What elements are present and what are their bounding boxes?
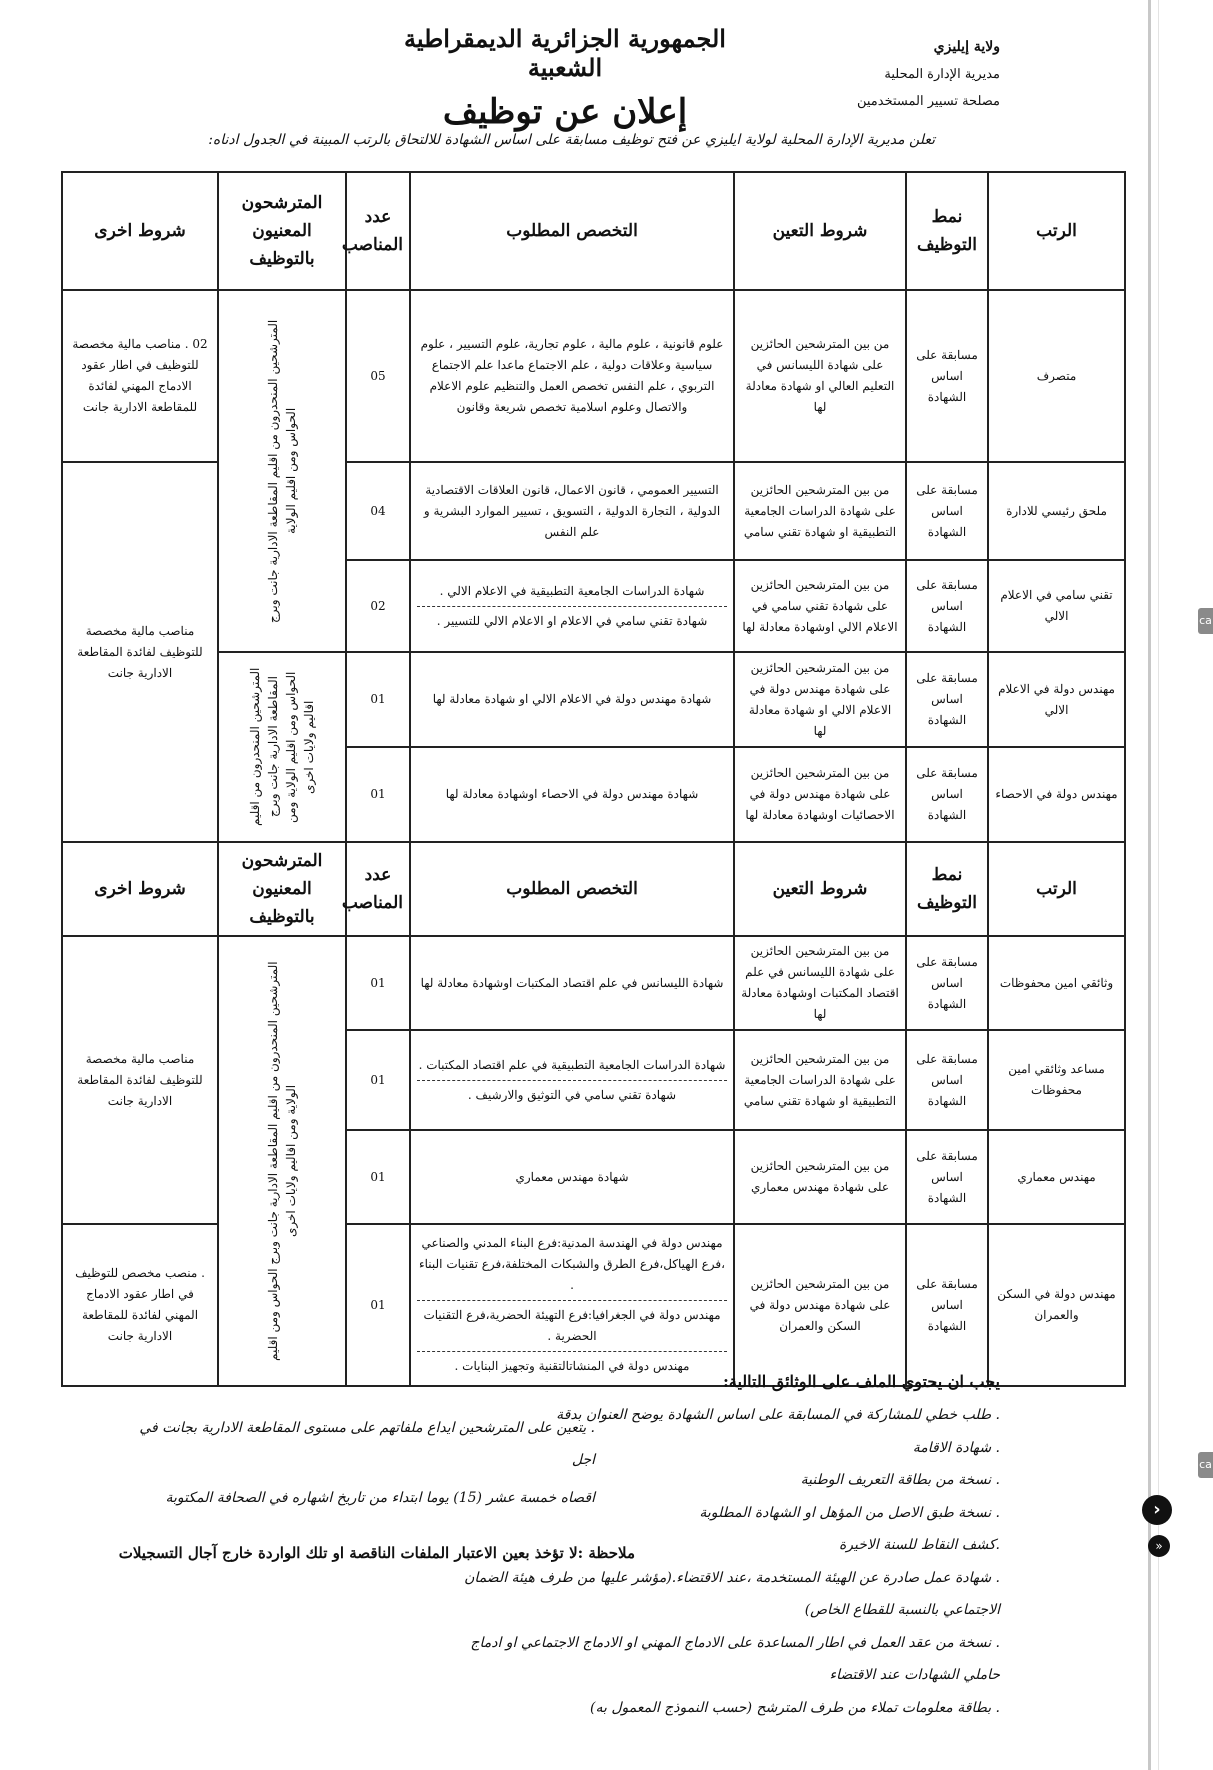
conditions-cell: من بين المترشحين الحائزين على شهادة الليسانس في التعليم العالي او شهادة معادلة لها [734, 290, 906, 462]
candidates-text: المترشحين المنحدرون من اقليم المقاطعة الادارية جانت وبرج الحواس ومن اقليم الولاية ومن اقاليم ولايات اخرى [266, 961, 298, 1361]
specialty-cell [410, 560, 734, 652]
conditions-cell: من بين المترشحين الحائزين على شهادة مهندس دولة في السكن والعمران [734, 1224, 906, 1386]
header-center [380, 24, 750, 132]
conditions-cell: من بين المترشحين الحائزين على شهادة الدراسات الجامعية التطبيقية او شهادة تقني سامي [734, 1030, 906, 1130]
mode-cell: مسابقة على اساس الشهادة [906, 747, 988, 842]
posts-cell: 01 [346, 652, 410, 747]
posts-cell: 01 [346, 936, 410, 1030]
col-conditions: شروط التعين [734, 842, 906, 936]
grade-cell: مهندس دولة في الاحصاء [988, 747, 1125, 842]
mode-cell: مسابقة على اساس الشهادة [906, 936, 988, 1030]
col-grade: الرتب [988, 172, 1125, 290]
deposit-notes [115, 1412, 595, 1514]
specialty-option: شهادة الدراسات الجامعية التطبيقية في الاعلام الالي . [417, 577, 727, 607]
grade-cell: مهندس دولة في السكن والعمران [988, 1224, 1125, 1386]
grade-cell: وثائقي امين محفوظات [988, 936, 1125, 1030]
document-item: . طلب خطي للمشاركة في المسابقة على اساس الشهادة يوضح العنوان بدقة [556, 1407, 1000, 1423]
next-page-icon[interactable]: › [1142, 1495, 1172, 1525]
table-header-row [62, 172, 1125, 290]
wilaya-name: ولاية إيليزي [933, 39, 1000, 55]
conditions-cell: من بين المترشحين الحائزين على شهادة تقني سامي في الاعلام الالي اوشهادة معادلة لها [734, 560, 906, 652]
col-specialty: التخصص المطلوب [410, 172, 734, 290]
header-institution [800, 34, 1000, 115]
directorate-name: مديرية الإدارة المحلية [884, 67, 1000, 82]
other-cell: . منصب مخصص للتوظيف في اطار عقود الادماج المهني لفائدة للمقاطعة الادارية جانت [62, 1224, 218, 1386]
specialty-option: مهندس دولة في الهندسة المدنية:فرع البناء المدني والصناعي ،فرع الهياكل،فرع الطرق والشبكات المختلفة،فرع تقنيات البناء . [417, 1229, 727, 1301]
document-item: . بطاقة معلومات تملاء من طرف المترشح (حسب النموذج المعمول به) [590, 1699, 1000, 1716]
table-row [62, 290, 1125, 462]
specialty-cell: شهادة مهندس دولة في الاحصاء اوشهادة معادلة لها [410, 747, 734, 842]
document-item: . نسخة من بطاقة التعريف الوطنية [800, 1472, 1000, 1488]
mode-cell: مسابقة على اساس الشهادة [906, 560, 988, 652]
candidates-cell [218, 936, 346, 1386]
other-cell: مناصب مالية مخصصة للتوظيف لفائدة المقاطعة الادارية جانت [62, 936, 218, 1224]
conditions-cell: من بين المترشحين الحائزين على شهادة الدراسات الجامعية التطبيقية او شهادة تقني سامي [734, 462, 906, 560]
table-header-row [62, 842, 1125, 936]
col-posts: عدد المناصب [346, 172, 410, 290]
specialty-cell: شهادة مهندس دولة في الاعلام الالي او شهادة معادلة لها [410, 652, 734, 747]
last-page-icon[interactable]: » [1148, 1535, 1170, 1557]
specialty-option: شهادة تقني سامي في التوثيق والارشيف . [467, 1087, 677, 1102]
mode-cell: مسابقة على اساس الشهادة [906, 652, 988, 747]
conditions-cell: من بين المترشحين الحائزين على شهادة مهندس دولة في الاحصائيات اوشهادة معادلة لها [734, 747, 906, 842]
deposit-line-2: اقصاه خمسة عشر (15) يوما ابتداء من تاريخ اشهاره في الصحافة المكتوبة [165, 1490, 595, 1506]
documents-title: يجب ان يحتوي الملف على الوثائق التالية: [722, 1372, 1000, 1391]
posts-cell: 05 [346, 290, 410, 462]
specialty-option: مهندس دولة في الجغرافيا:فرع التهيئة الحضرية،فرع التقنيات الحضرية . [417, 1301, 727, 1352]
col-candidates: المترشحون المعنيون بالتوظيف [218, 842, 346, 936]
mode-cell: مسابقة على اساس الشهادة [906, 1130, 988, 1224]
document-item: . شهادة الاقامة [912, 1439, 1000, 1456]
grade-cell: تقني سامي في الاعلام الالي [988, 560, 1125, 652]
specialty-option: شهادة الدراسات الجامعية التطبيقية في علم اقتصاد المكتبات . [417, 1051, 727, 1081]
posts-cell: 04 [346, 462, 410, 560]
col-mode: نمط التوظيف [906, 172, 988, 290]
specialty-cell: علوم قانونية ، علوم مالية ، علوم تجارية، علوم التسيير ، علوم سياسية وعلاقات دولية ، علم الاجتماع ماعدا علم الاجتماع التربوي ، علم النفس تخصص العمل والتنظيم علوم الاعلام والاتصال وعلوم اسلامية تخصص شريعة وقانون [410, 290, 734, 462]
posts-cell: 01 [346, 1130, 410, 1224]
col-mode: نمط التوظيف [906, 842, 988, 936]
document-item: .كشف النقاط للسنة الاخيرة [838, 1537, 1000, 1553]
mode-cell: مسابقة على اساس الشهادة [906, 290, 988, 462]
intro-text: تعلن مديرية الإدارة المحلية لولاية ايليزي عن فتح توظيف مسابقة على اساس الشهادة للالتحاق بالرتب المبينة في الجدول ادناه: [208, 132, 935, 148]
republic-name: الجمهورية الجزائرية الديمقراطية الشعبية [404, 24, 726, 82]
specialty-cell: شهادة الليسانس في علم اقتصاد المكتبات اوشهادة معادلة لها [410, 936, 734, 1030]
conditions-cell: من بين المترشحين الحائزين على شهادة الليسانس في علم اقتصاد المكتبات اوشهادة معادلة لها [734, 936, 906, 1030]
col-posts: عدد المناصب [346, 842, 410, 936]
specialty-cell: شهادة مهندس معماري [410, 1130, 734, 1224]
side-tab[interactable]: ca [1198, 1452, 1213, 1478]
mode-cell: مسابقة على اساس الشهادة [906, 1224, 988, 1386]
document-item: . شهادة عمل صادرة عن الهيئة المستخدمة ،عند الاقتضاء.(مؤشر عليها من طرف هيئة الضمان الاجتماعي بالنسبة للقطاع الخاص) [464, 1569, 1000, 1618]
recruitment-table [61, 171, 1126, 1387]
service-name: مصلحة تسيير المستخدمين [856, 94, 1000, 109]
specialty-cell [410, 1030, 734, 1130]
col-candidates: المترشحون المعنيون بالتوظيف [218, 172, 346, 290]
grade-cell: متصرف [988, 290, 1125, 462]
posts-cell: 01 [346, 747, 410, 842]
document-item: . نسخة من عقد العمل في اطار المساعدة على الادماج المهني او الادماج الاجتماعي او ادماج حاملي الشهادات عند الاقتضاء [470, 1634, 1000, 1683]
other-cell: 02 . مناصب مالية مخصصة للتوظيف في اطار عقود الادماج المهني لفائدة للمقاطعة الادارية جانت [62, 290, 218, 462]
col-specialty: التخصص المطلوب [410, 842, 734, 936]
warning-note: ملاحظة :لا تؤخذ بعين الاعتبار الملفات الناقصة او تلك الواردة خارج آجال التسجيلات [118, 1544, 635, 1562]
table-row [62, 936, 1125, 1030]
posts-cell: 01 [346, 1030, 410, 1130]
mode-cell: مسابقة على اساس الشهادة [906, 462, 988, 560]
candidates-text: المترشحين المنحدرون من اقليم المقاطعة الادارية جانت وبرج الحواس ومن اقليم الولاية [266, 319, 298, 623]
deposit-line-1: . يتعين على المترشحين ايداع ملفاتهم على مستوى المقاطعة الادارية بجانت في اجل [139, 1420, 595, 1468]
mode-cell: مسابقة على اساس الشهادة [906, 1030, 988, 1130]
posts-cell: 02 [346, 560, 410, 652]
document-item: . نسخة طبق الاصل من المؤهل او الشهادة المطلوبة [699, 1504, 1000, 1521]
candidates-text: المترشحين المنحدرون من اقليم المقاطعة الادارية جانت وبرج الحواس ومن اقليم الولاية ومن اقاليم ولايات اخرى [248, 667, 316, 827]
specialty-option: شهادة تقني سامي في الاعلام او الاعلام الالي للتسيير . [436, 613, 708, 628]
specialty-cell: التسيير العمومي ، قانون الاعمال، قانون العلاقات الاقتصادية الدولية ، التجارة الدولية ، التسويق ، تسيير الموارد البشرية و علم النفس [410, 462, 734, 560]
col-grade: الرتب [988, 842, 1125, 936]
candidates-cell [218, 290, 346, 652]
conditions-cell: من بين المترشحين الحائزين على شهادة مهندس معماري [734, 1130, 906, 1224]
table-row [62, 652, 1125, 747]
grade-cell: مهندس دولة في الاعلام الالي [988, 652, 1125, 747]
specialty-cell [410, 1224, 734, 1386]
conditions-cell: من بين المترشحين الحائزين على شهادة مهندس دولة في الاعلام الالي او شهادة معادلة لها [734, 652, 906, 747]
candidates-cell [218, 652, 346, 842]
posts-cell: 01 [346, 1224, 410, 1386]
side-tab[interactable]: ca [1198, 608, 1213, 634]
other-cell: مناصب مالية مخصصة للتوظيف لفائدة المقاطعة الادارية جانت [62, 462, 218, 842]
specialty-option: مهندس دولة في المنشاتالتقنية وتجهيز البنايات . [454, 1359, 690, 1373]
grade-cell: مساعد وثائقي امين محفوظات [988, 1030, 1125, 1130]
col-conditions: شروط التعين [734, 172, 906, 290]
col-other: شروط اخرى [62, 842, 218, 936]
announcement-title: إعلان عن توظيف [442, 92, 688, 132]
grade-cell: ملحق رئيسي للادارة [988, 462, 1125, 560]
grade-cell: مهندس معماري [988, 1130, 1125, 1224]
col-other: شروط اخرى [62, 172, 218, 290]
